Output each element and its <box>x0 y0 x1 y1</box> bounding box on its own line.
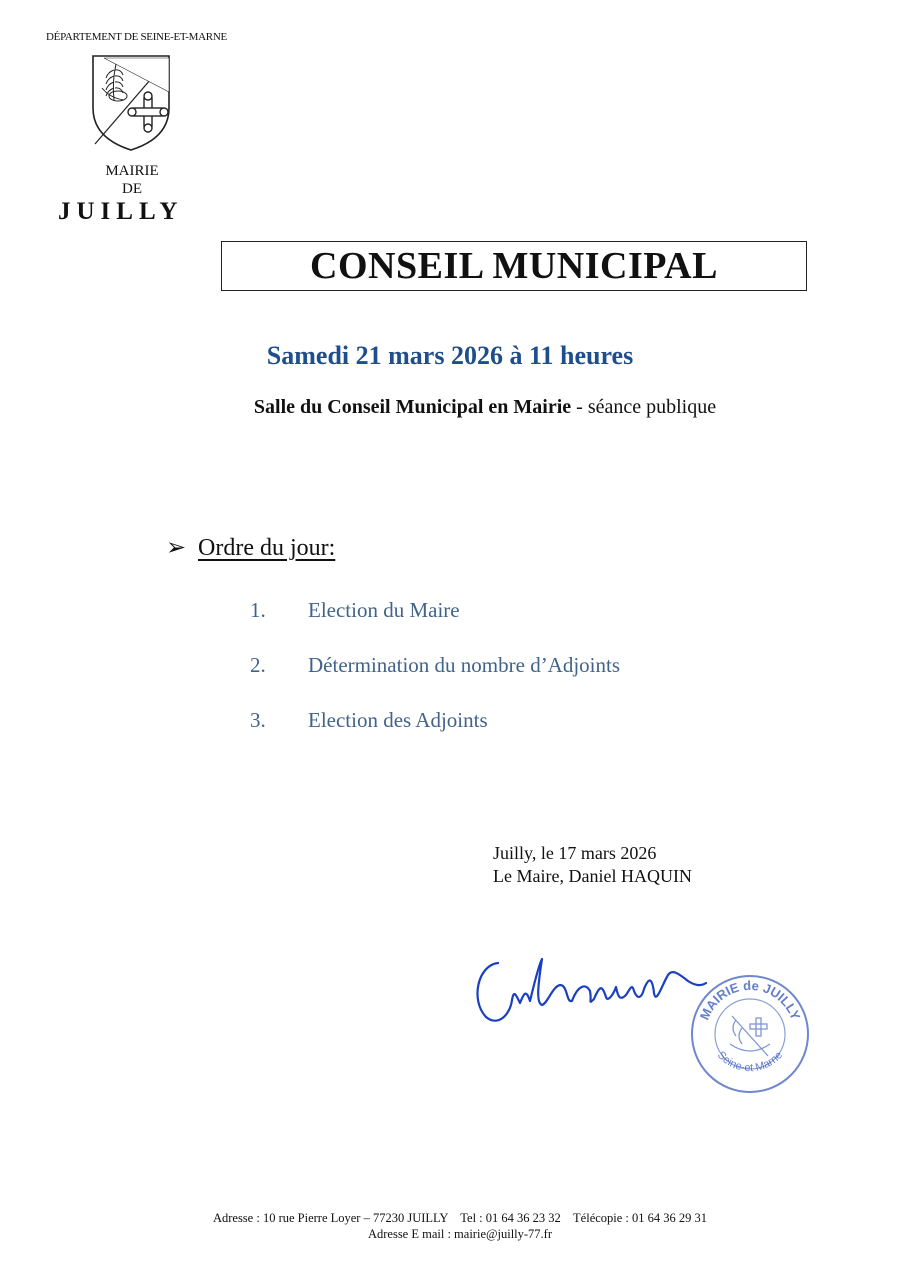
agenda-item-label: Détermination du nombre d’Adjoints <box>308 653 621 677</box>
footer-address: Adresse : 10 rue Pierre Loyer – 77230 JUILLY Tel : 01 64 36 23 32 Télécopie : 01 64 36 29 31 <box>212 1211 708 1225</box>
agenda-item <box>250 598 460 623</box>
signatory: Le Maire, Daniel HAQUIN <box>493 866 692 886</box>
meeting-venue <box>0 396 900 419</box>
agenda-item <box>250 653 620 678</box>
handwritten-signature <box>468 945 708 1030</box>
seal-text-bottom: Seine-et Marne <box>714 1049 786 1075</box>
department-label: DÉPARTEMENT DE SEINE-ET-MARNE <box>46 31 227 43</box>
venue-session-type: séance publique <box>587 396 717 418</box>
arrow-bullet-icon: ➢ <box>166 535 187 561</box>
agenda-item-number: 3. <box>250 708 266 732</box>
coat-of-arms-icon <box>88 52 174 152</box>
agenda-item-number: 2. <box>250 653 266 677</box>
mairie-label: MAIRIE <box>105 163 159 179</box>
meeting-date: Samedi 21 mars 2026 à 11 heures <box>266 341 634 370</box>
agenda-heading <box>166 533 335 562</box>
mairie-de-label: DE <box>122 181 142 197</box>
document-title <box>221 241 807 291</box>
official-seal <box>688 972 812 1096</box>
document-title-text: CONSEIL MUNICIPAL <box>310 245 718 287</box>
place-and-date: Juilly, le 17 mars 2026 <box>493 843 657 863</box>
agenda-item-label: Election des Adjoints <box>308 708 488 732</box>
agenda-item <box>250 708 488 733</box>
venue-name: Salle du Conseil Municipal en Mairie <box>253 396 572 418</box>
agenda-item-number: 1. <box>250 598 266 622</box>
town-name: JUILLY <box>58 198 184 225</box>
seal-text-top: MAIRIE de JUILLY <box>696 977 804 1023</box>
venue-separator: - <box>571 396 588 418</box>
agenda-title: Ordre du jour: <box>198 535 336 561</box>
footer-email: Adresse E mail : mairie@juilly-77.fr <box>367 1227 553 1241</box>
agenda-item-label: Election du Maire <box>308 598 460 622</box>
